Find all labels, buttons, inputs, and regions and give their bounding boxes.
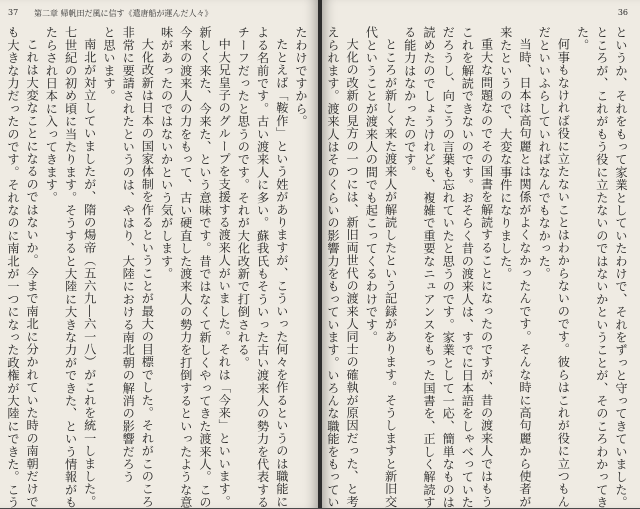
text-column: 代ということが渡来人の間でも起こってくるわけです。 [364, 26, 379, 344]
text-column: 非常に要請されたというのは、やはり、大陸における南北朝の解消の影響だろう [121, 26, 136, 484]
right-page [322, 0, 640, 508]
text-column: 何事もなければ役に立たないことはわからないのです。彼らはこれが役に立つもん [556, 38, 571, 509]
text-column: 当時、日本は高句麗とは関係がよくなかったんです。そんな時に高句麗から使者が [517, 38, 532, 509]
text-column: ところが新しく来た渡来人が解読したという記録があります。そうしますと新旧交 [383, 38, 398, 509]
text-column: と思います。 [101, 26, 116, 103]
text-column: 南北が対立していましたが、隋の煬帝（五六九―六一八）がこれを統一しました。 [82, 38, 97, 509]
text-column: 七世紀の初め頃に当たります。そうすると大陸に大きな力ができた、という情報がも [63, 26, 78, 509]
text-column: 新しく来た、今来た、という意味です。昔ではなくて新しくやってきた渡来人。この [197, 26, 212, 509]
text-column: これは大変なことになるのではないか。今まで南北に分かれていた時の南朝だけで [25, 38, 40, 509]
left-page [0, 0, 318, 508]
text-column: チーフだったと思うのです。それが大化改新で打倒される。 [236, 26, 251, 369]
text-column: ところが、これがもう役に立たないのではないかということが、そのころわかってき [594, 26, 609, 509]
text-column: 今来の渡来人の力をもって、古い硬直した渡来人の勢力を打倒するといったような意 [178, 26, 193, 509]
left-page-text [5, 26, 310, 509]
chapter-header: 第二章 帰帆田だ風に信す《遣唐船が運んだ人々》 [34, 9, 213, 18]
text-column: だろうし、向こうの言葉も忘れていたと思うのです。家業として一応、簡単なものは [441, 26, 456, 509]
text-column: た。 [575, 26, 590, 52]
right-page-number: 36 [617, 8, 628, 17]
text-column: も大きな力だったのです。それなのに南北が一つになった政権が大陸にできた。こう [5, 26, 20, 509]
text-column: たとえば「鞍作」という姓がありますが、こういった何々を作るというのは職能に [274, 38, 289, 509]
text-column: というか、それをもって家業としていたわけで、それをずっと守ってきていました。 [614, 26, 628, 509]
text-column: たらされ日本に入ってきます。 [44, 26, 59, 204]
section-closing-line: たわけですから。 [294, 26, 308, 128]
text-column: 味があったのではないかという気がします。 [159, 26, 174, 280]
text-column: る能力はなかったのです。 [402, 26, 417, 179]
text-column: 大化改新は日本の国家体制を作るということが最大の目標でした。それがこのころ [140, 38, 155, 509]
text-column: 大化の改新の見方の一つには、新旧両世代の渡来人同士の確執が原因だった、と考 [345, 38, 360, 509]
right-page-text [325, 26, 630, 509]
text-column: だといいふらしていればなんでもなかった。 [537, 26, 552, 280]
text-column: 重大な問題なのでその国書を解読することになったのですが、昔の渡来人ではもう [479, 38, 494, 509]
text-column: これを解読できないのです。おそらく昔の渡来人は、すでに日本語をしゃべっていた [460, 26, 475, 509]
left-page-number: 37 [8, 8, 19, 17]
text-column: 中大兄皇子のグループを支援する渡来人がいました。それは「今来」といいます。 [217, 38, 232, 509]
text-column: よる名前です。古い渡来人に多い。蘇我氏もそういった古い渡来人の勢力を代表する [255, 26, 270, 509]
text-column: 来たというので、大変な事件になりました。 [498, 26, 513, 280]
text-column: 読めたのでしょうけれども、複雑で重要なニュアンスをもった国書を、正しく解読す [421, 26, 436, 509]
text-column: えられます。渡来人はそのくらいの影響力をもっています。いろんな職能をもってい [325, 26, 340, 509]
